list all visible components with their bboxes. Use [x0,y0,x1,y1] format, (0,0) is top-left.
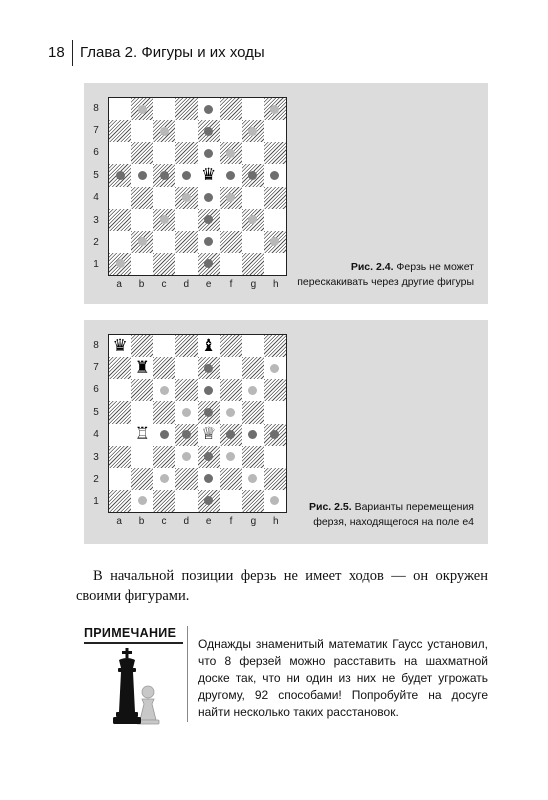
king-and-pawn-icon [104,648,166,726]
square-a5 [109,164,131,186]
move-marker [248,474,257,483]
square-f7 [220,120,242,142]
square-b8 [131,98,153,120]
rank-label: 7 [93,125,99,137]
move-marker [160,215,169,224]
move-marker [248,171,257,180]
note-heading: ПРИМЕЧАНИЕ [84,626,177,640]
square-a1 [109,490,131,512]
page-number: 18 [48,44,65,61]
note-divider [187,626,188,722]
figure-caption [294,500,474,530]
move-marker [204,386,213,395]
file-label: b [138,516,145,527]
rank-label: 5 [93,169,99,181]
file-label: a [116,279,122,290]
move-marker [116,259,125,268]
move-marker [182,430,191,439]
square-e8 [198,98,220,120]
rank-label: 7 [93,362,99,374]
move-marker [270,364,279,373]
file-label: a [116,516,122,527]
square-d3 [175,446,197,468]
square-b8 [131,335,153,357]
square-e5 [198,401,220,423]
move-marker [204,193,213,202]
move-marker [204,408,213,417]
square-c4 [153,424,175,446]
square-a3 [109,446,131,468]
move-marker [270,105,279,114]
square-c1 [153,490,175,512]
square-h6 [264,142,286,164]
move-marker [160,474,169,483]
square-f8 [220,98,242,120]
square-d1 [175,490,197,512]
rank-label: 3 [93,451,99,463]
square-f1 [220,253,242,275]
move-marker [226,193,235,202]
square-a8 [109,335,131,357]
move-marker [204,259,213,268]
square-h5 [264,401,286,423]
square-e6 [198,379,220,401]
square-g8 [242,98,264,120]
square-a6 [109,142,131,164]
move-marker [270,430,279,439]
square-f5 [220,401,242,423]
square-g2 [242,231,264,253]
black-queen-icon: ♛ [198,164,220,186]
square-d8 [175,335,197,357]
black-queen-icon: ♛ [109,335,131,357]
move-marker [248,127,257,136]
file-label: c [161,516,167,527]
square-d7 [175,357,197,379]
square-h2 [264,231,286,253]
square-g1 [242,253,264,275]
square-e3 [198,446,220,468]
square-h5 [264,164,286,186]
rank-label: 4 [93,429,99,441]
square-b4 [131,424,153,446]
square-d2 [175,231,197,253]
square-f3 [220,209,242,231]
square-b2 [131,231,153,253]
rank-label: 8 [93,339,99,351]
square-b3 [131,209,153,231]
square-e5 [198,164,220,186]
move-marker [226,171,235,180]
square-b6 [131,142,153,164]
square-e7 [198,120,220,142]
move-marker [226,430,235,439]
rank-label: 1 [93,496,99,508]
move-marker [182,171,191,180]
square-e2 [198,231,220,253]
move-marker [204,237,213,246]
square-f1 [220,490,242,512]
square-e1 [198,490,220,512]
figure-2-5-panel [84,320,488,544]
file-label: f [229,279,233,290]
file-label: b [138,279,145,290]
square-h7 [264,120,286,142]
square-c4 [153,187,175,209]
move-marker [160,127,169,136]
square-g2 [242,468,264,490]
square-e7 [198,357,220,379]
square-c7 [153,357,175,379]
caption-label: Рис. 2.4. [350,261,394,273]
move-marker [270,237,279,246]
square-a2 [109,468,131,490]
move-marker [182,452,191,461]
square-g6 [242,142,264,164]
square-d5 [175,164,197,186]
square-h2 [264,468,286,490]
square-c5 [153,401,175,423]
square-f6 [220,142,242,164]
rank-labels [90,97,102,276]
square-d3 [175,209,197,231]
move-marker [160,430,169,439]
square-g5 [242,401,264,423]
square-h4 [264,187,286,209]
move-marker [204,474,213,483]
square-b1 [131,253,153,275]
caption-text: Ферзь не может перескакивать через другие фигуры [297,261,474,288]
caption-text: Варианты перемещения ферзя, находящегося на поле е4 [313,501,474,528]
move-marker [182,193,191,202]
move-marker [270,496,279,505]
move-marker [182,408,191,417]
square-e3 [198,209,220,231]
square-g7 [242,357,264,379]
square-b4 [131,187,153,209]
move-marker [248,215,257,224]
square-b5 [131,164,153,186]
figure-caption [294,260,474,290]
square-a6 [109,379,131,401]
rank-label: 2 [93,473,99,485]
file-label: d [183,516,190,527]
move-marker [226,408,235,417]
square-b7 [131,357,153,379]
square-h6 [264,379,286,401]
square-e1 [198,253,220,275]
square-c6 [153,142,175,164]
square-a5 [109,401,131,423]
square-c3 [153,209,175,231]
file-label: e [205,516,212,527]
square-f2 [220,468,242,490]
square-f4 [220,187,242,209]
square-g3 [242,209,264,231]
square-b7 [131,120,153,142]
square-g4 [242,187,264,209]
square-b5 [131,401,153,423]
move-marker [248,386,257,395]
chess-board [108,97,287,276]
move-marker [138,496,147,505]
square-e4 [198,187,220,209]
move-marker [270,171,279,180]
square-c7 [153,120,175,142]
figure-2-4-panel [84,83,488,304]
chapter-title: Глава 2. Фигуры и их ходы [80,44,265,61]
square-h7 [264,357,286,379]
square-a3 [109,209,131,231]
square-h4 [264,424,286,446]
file-label: e [205,279,212,290]
file-labels [108,516,287,530]
move-marker [204,215,213,224]
file-label: g [250,279,257,290]
square-b1 [131,490,153,512]
square-c8 [153,98,175,120]
move-marker [204,364,213,373]
move-marker [160,171,169,180]
square-f4 [220,424,242,446]
file-label: d [183,279,190,290]
square-c8 [153,335,175,357]
square-e2 [198,468,220,490]
square-d6 [175,379,197,401]
square-f8 [220,335,242,357]
square-h8 [264,335,286,357]
square-a7 [109,120,131,142]
square-c1 [153,253,175,275]
king-icon [113,648,141,724]
square-f5 [220,164,242,186]
square-g7 [242,120,264,142]
square-b3 [131,446,153,468]
square-b6 [131,379,153,401]
black-bishop-icon: ♝ [198,335,220,357]
square-g8 [242,335,264,357]
file-label: h [273,279,279,290]
square-h1 [264,490,286,512]
white-queen-icon: ♕ [198,424,220,446]
square-f2 [220,231,242,253]
rank-label: 4 [93,192,99,204]
chess-board [108,334,287,513]
square-d2 [175,468,197,490]
square-a1 [109,253,131,275]
square-d4 [175,424,197,446]
square-c6 [153,379,175,401]
square-c2 [153,231,175,253]
rank-label: 5 [93,406,99,418]
square-f7 [220,357,242,379]
square-g4 [242,424,264,446]
square-d4 [175,187,197,209]
square-e6 [198,142,220,164]
square-d5 [175,401,197,423]
square-a7 [109,357,131,379]
square-c5 [153,164,175,186]
move-marker [138,171,147,180]
move-marker [204,452,213,461]
square-d6 [175,142,197,164]
square-e8 [198,335,220,357]
move-marker [204,105,213,114]
move-marker [138,105,147,114]
rank-label: 6 [93,384,99,396]
square-h1 [264,253,286,275]
body-paragraph: В начальной позиции ферзь не имеет ходов — он окружен своими фигурами. [76,568,488,604]
rank-label: 3 [93,214,99,226]
note-text: Однажды знаменитый математик Гаусс установил, что 8 ферзей можно расставить на шахматной доске так, что ни один из них не будет угрожать другому, 92 способами! Попробуйте на досуге найти несколько таких расстановок. [198,637,488,719]
file-label: f [229,516,233,527]
header-divider [72,40,73,66]
move-marker [204,127,213,136]
black-rook-icon: ♜ [131,357,153,379]
rank-label: 8 [93,102,99,114]
rank-labels [90,334,102,513]
note-underline [84,642,183,644]
square-h8 [264,98,286,120]
square-d7 [175,120,197,142]
square-g3 [242,446,264,468]
caption-label: Рис. 2.5. [308,501,352,513]
move-marker [138,237,147,246]
move-marker [248,430,257,439]
rank-label: 2 [93,236,99,248]
square-a8 [109,98,131,120]
square-d8 [175,98,197,120]
move-marker [204,149,213,158]
file-label: g [250,516,257,527]
move-marker [226,452,235,461]
move-marker [204,496,213,505]
square-d1 [175,253,197,275]
square-f3 [220,446,242,468]
square-h3 [264,446,286,468]
file-label: h [273,516,279,527]
square-e4 [198,424,220,446]
move-marker [226,149,235,158]
square-b2 [131,468,153,490]
file-labels [108,279,287,293]
move-marker [160,386,169,395]
square-a4 [109,187,131,209]
file-label: c [161,279,167,290]
rank-label: 1 [93,259,99,271]
square-c3 [153,446,175,468]
square-f6 [220,379,242,401]
square-c2 [153,468,175,490]
square-g1 [242,490,264,512]
square-g5 [242,164,264,186]
square-a2 [109,231,131,253]
square-a4 [109,424,131,446]
move-marker [116,171,125,180]
rank-label: 6 [93,147,99,159]
square-h3 [264,209,286,231]
square-g6 [242,379,264,401]
white-rook-icon: ♖ [131,424,153,446]
